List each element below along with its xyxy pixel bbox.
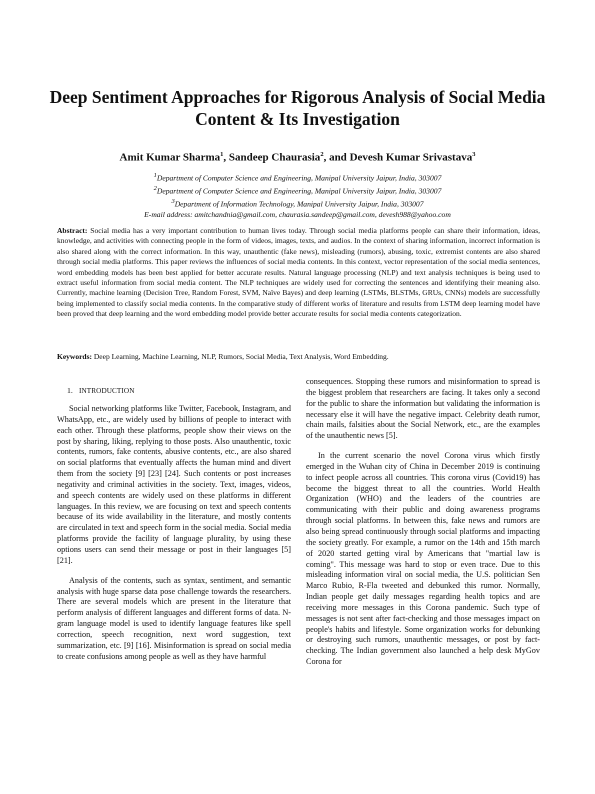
affiliation <box>40 184 555 197</box>
left-column <box>57 404 291 671</box>
body-paragraph: Analysis of the contents, such as syntax, sentiment, and semantic analysis with huge sparse data pose challenge towards the researchers. There are several models which are present in the literature that perform analysis of different languages and different forms of data. N-gram language model is used to identify language features like spell correction, speech recognition, next word suggestion, text summarization, etc. [9] [16]. Misinformation is spread on social media to create confusions among people as well as they have harmful <box>57 575 291 661</box>
affiliation <box>40 197 555 210</box>
author-list <box>40 148 555 165</box>
author-separator: , <box>223 151 229 164</box>
body-paragraph: Social networking platforms like Twitter, Facebook, Instagram, and WhatsApp, etc., are widely used by billions of people to interact with each other. Through these platforms, people show their views on the post by sharing, liking, replying to those posts. Also unauthentic, toxic contents, rumors, fake contents, abusive contents, etc., are also shared on social platforms that eventually affects the human mind and divert them from the society [9] [23] [24]. Such contents or post increases negativity and criminal activities in the society. Text, images, videos, and speech contents are widely used on these platforms in different languages. In this review, we are focusing on text and speech contents because of its wide availability in the literature, and mostly contents are circulated in text and speech form in the social media. Social media platforms provide the facility of language plurality, by using these options users can send their message or post in their languages [5] [21]. <box>57 404 291 565</box>
affiliation-list <box>40 171 555 221</box>
affiliation-text: Department of Computer Science and Engineering, Manipal University Jaipur, India, 303007 <box>156 186 442 196</box>
affiliation <box>40 171 555 184</box>
body-paragraph: consequences. Stopping these rumors and misinformation to spread is the biggest problem that researchers are facing. It takes only a second for the public to share the information but validating the information is necessary else it will have the negative impact. Celebrity death rumor, chain mails, falsities about the Social Network, etc., are the examples of the unauthentic news [5]. <box>306 377 540 441</box>
section-heading <box>57 386 291 396</box>
abstract-text: Social media has a very important contribution to human lives today. Through social media platforms people can share their information, ideas, knowledge, and activities with connecting people in the form of videos, images, texts, and audios. In the context of sharing information, incorrect information is also shared along with the correct information. In this way, unauthentic (fake news), misleading (rumors), abusing, toxic, extremist contents are also shared through social media platforms. This paper reviews the influences of social media contents. In this context, vector representation of the social media sentences, word embedding models has been best applied for better accurate results. Natural language processing (NLP) and text analysis techniques is being used to extract useful information from social media content. The NLP techniques are widely used for correcting the sentences and identifying their meaning also. Currently, machine learning (Decision Tree, Random Forest, SVM, Naïve Bayes) and deep learning (LSTMs, BLSTMs, GRUs, CNNs) models are successfully being implemented to classify social media contents. In the comparative study of different works of literature and results from LSTM deep learning model have been proved that deep learning and the word embedding model provide better accurate results for social media contents categorization. <box>57 226 541 319</box>
affiliation-sup: 2 <box>153 185 157 193</box>
author-name: Sandeep Chaurasia <box>228 151 321 164</box>
author-sup: 2 <box>320 151 324 158</box>
author-sup: 1 <box>220 151 224 158</box>
email-line <box>40 210 555 221</box>
keywords-text: Deep Learning, Machine Learning, NLP, Rumors, Social Media, Text Analysis, Word Embedding. <box>93 352 389 361</box>
affiliation-text: Department of Computer Science and Engineering, Manipal University Jaipur, India, 303007 <box>156 173 442 183</box>
right-column <box>306 377 540 677</box>
section-title: INTRODUCTION <box>79 387 135 395</box>
paper-title: Deep Sentiment Approaches for Rigorous Analysis of Social Media Content & Its Investigation <box>49 87 546 129</box>
body-paragraph: In the current scenario the novel Corona virus which firstly emerged in the Wuhan city of China in December 2019 is continuing to infect people across all countries. This corona virus (Covid19) has become the biggest threat to all the countries. World Health Organization (WHO) and the leaders of the countries are communicating with their public and doing awareness programs through social platforms. In between this, fake news and rumors are also being spread continuously through social platforms and impacting the society greatly. For example, a rumor on the 14th and 15th march of 2020 started getting viral by Americans that "martial law is coming". This message was hard to stop or even trace. Due to this misleading information viral on social media, the U.S. politician Sen Marco Rubio, R-Fla tweeted and debunked this rumor. Normally, Indian people get daily messages regarding health topics and are receiving more messages in this Corona pandemic. Such type of messages is not sent after fact-checking and those messages impact on people's habits and lifestyle. Some organization works for debunking or destroying such rumors, unauthentic messages, or post by fact-checking. The Indian government also launched a help desk MyGov Corona for <box>306 451 540 667</box>
abstract-label: Abstract: <box>57 226 88 235</box>
affiliation-text: Department of Information Technology, Manipal University Jaipur, India, 303007 <box>174 199 424 209</box>
abstract <box>57 226 540 320</box>
affiliation-sup: 1 <box>153 172 157 179</box>
author-sup: 3 <box>472 151 476 158</box>
email-text: E-mail address: amitchandnia@gmail.com, chaurasia.sandeep@gmail.com, devesh988@yahoo.com <box>144 210 451 220</box>
keywords <box>57 352 540 362</box>
author-separator: , and <box>323 151 350 164</box>
author-name: Devesh Kumar Srivastava <box>349 151 473 164</box>
keywords-label: Keywords: <box>57 352 92 361</box>
section-number: 1. <box>67 386 73 395</box>
affiliation-sup: 3 <box>171 198 175 206</box>
author-name: Amit Kumar Sharma <box>119 151 221 164</box>
